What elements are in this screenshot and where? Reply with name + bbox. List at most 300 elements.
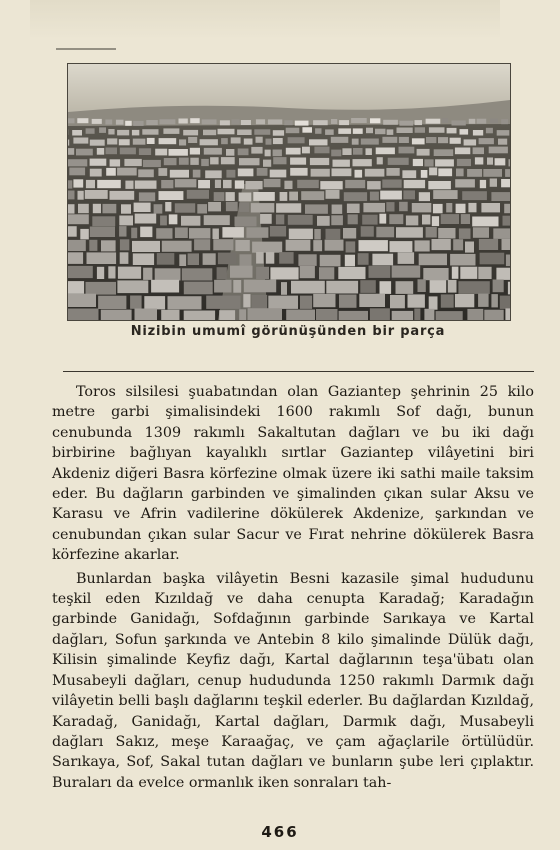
rooftop — [245, 181, 262, 189]
rooftop — [138, 169, 154, 177]
rooftop — [369, 266, 391, 278]
rooftop — [331, 137, 349, 143]
rooftop — [382, 137, 397, 143]
rooftop — [359, 240, 388, 251]
rooftop — [509, 159, 511, 166]
rooftop — [142, 129, 158, 135]
rooftop — [500, 296, 510, 309]
rooftop — [146, 120, 158, 125]
rooftop — [120, 148, 136, 155]
rooftop — [505, 308, 510, 320]
rooftop — [432, 216, 439, 226]
rooftop — [399, 147, 415, 154]
rooftop — [73, 138, 88, 144]
rooftop — [226, 192, 235, 201]
rooftop — [164, 158, 177, 165]
rooftop — [475, 157, 483, 164]
rooftop — [155, 149, 167, 156]
city-panorama-photo — [67, 63, 511, 321]
rooftop — [453, 239, 463, 250]
rooftop — [399, 137, 409, 143]
rooftop — [134, 203, 151, 212]
rooftop — [302, 127, 312, 133]
rooftop — [441, 294, 454, 307]
rooftop — [266, 252, 275, 264]
rooftop — [80, 229, 89, 240]
rooftop — [479, 138, 494, 144]
rooftop — [139, 148, 151, 155]
rooftop — [117, 168, 137, 176]
rooftop — [252, 242, 282, 253]
rooftop — [462, 191, 487, 200]
page-number: 466 — [261, 823, 299, 841]
rooftop — [230, 266, 253, 278]
rooftop — [480, 180, 486, 188]
rooftop — [273, 150, 282, 157]
rooftop — [256, 267, 269, 279]
rooftop — [370, 192, 379, 201]
rooftop — [68, 159, 87, 166]
rooftop — [495, 158, 506, 165]
rooftop — [184, 311, 215, 321]
rooftop — [257, 168, 268, 176]
rooftop — [205, 170, 222, 178]
rooftop — [175, 203, 195, 212]
rooftop — [461, 214, 470, 224]
rooftop — [194, 239, 210, 250]
rooftop — [388, 158, 409, 165]
rooftop — [366, 148, 372, 155]
rooftop — [353, 148, 363, 155]
rooftop — [382, 180, 401, 188]
rooftop — [222, 227, 244, 238]
rooftop — [348, 214, 358, 224]
rooftop — [339, 311, 368, 320]
rooftop — [119, 226, 126, 237]
rooftop — [239, 309, 246, 320]
rooftop — [338, 128, 351, 134]
rooftop — [213, 239, 233, 250]
rooftop — [286, 310, 315, 321]
rooftop — [314, 229, 321, 240]
rooftop — [263, 160, 271, 167]
rooftop — [226, 202, 238, 211]
rooftop — [119, 216, 133, 226]
rooftop — [276, 203, 301, 212]
rooftop — [68, 240, 86, 251]
rooftop — [455, 294, 474, 307]
rooftop — [397, 128, 413, 134]
rooftop — [179, 158, 189, 165]
rooftop — [251, 203, 274, 212]
rooftop — [414, 309, 420, 321]
rooftop — [387, 129, 394, 135]
rooftop — [90, 159, 107, 166]
rooftop — [438, 228, 455, 239]
rooftop — [406, 216, 418, 226]
rooftop — [203, 253, 216, 265]
rooftop — [280, 192, 288, 201]
rooftop — [68, 191, 75, 200]
rooftop — [418, 279, 426, 292]
rooftop — [447, 128, 457, 133]
rooftop — [377, 157, 383, 164]
rooftop — [197, 204, 207, 213]
rooftop — [286, 240, 311, 251]
rooftop — [273, 157, 286, 164]
rooftop — [87, 252, 117, 264]
rooftop — [491, 192, 510, 201]
rooftop — [450, 254, 475, 266]
rooftop — [92, 119, 102, 124]
rooftop — [218, 129, 235, 135]
rooftop — [315, 128, 321, 134]
rooftop — [379, 214, 386, 224]
rooftop — [218, 253, 236, 265]
rooftop — [86, 180, 95, 188]
rooftop — [473, 147, 484, 154]
rooftop — [506, 255, 510, 267]
paragraph-2: Bunlardan başka vilâyetin Besni kazasile şimal hududunu teşkil eden Kızıldağ ve daha cenupta Karadağ; Karadağın garbinde Ganidağı, Sofdağının garbinde Sarıkaya ve Kartal dağları, Sofun şarkında ve Antebin 8 kilo şimalinde Dülük dağı, Kilisin şimalinde Keyfiz dağı, Kartal dağlarının teşa'übatı olan Musabeyli dağları, cenup hududunda 1250 rakımlı Darmık dağı vilâyetin belli başlı dağlarını teşkil ederler. Bu dağlardan Kızıldağ, Karadağ, Ganidağı, Kartal dağları, Darmık dağı, Musabeyli dağları Sakız, meşe Karaağaç, ve çam ağaçlarile örtülüdür. Sarıkaya, Sof, Sakal tutan dağları ve bunların şube leri çıplaktır. Buraları da evelce ormanlık iken sonraları tah- — [52, 570, 534, 791]
rooftop — [190, 118, 200, 123]
rooftop — [110, 191, 135, 200]
rooftop — [392, 311, 413, 320]
rooftop — [415, 127, 425, 133]
rooftop — [179, 254, 186, 266]
rooftop — [68, 309, 99, 321]
rooftop — [133, 121, 143, 126]
rooftop — [433, 204, 443, 213]
rooftop — [370, 308, 390, 320]
rooftop — [367, 181, 381, 189]
rooftop — [210, 157, 219, 164]
rooftop — [159, 138, 177, 144]
rooftop — [412, 203, 432, 212]
rooftop — [502, 239, 511, 250]
rooftop — [480, 253, 505, 265]
rooftop — [188, 253, 199, 265]
rooftop — [160, 216, 167, 226]
rooftop — [345, 255, 355, 267]
rooftop — [305, 204, 328, 213]
rooftop — [313, 120, 328, 125]
rooftop — [265, 150, 271, 157]
rooftop — [101, 310, 132, 320]
rooftop — [270, 170, 287, 178]
rooftop — [389, 214, 403, 224]
rooftop — [490, 179, 497, 187]
rooftop — [237, 130, 252, 136]
rooftop — [498, 139, 507, 145]
rooftop — [110, 159, 121, 166]
rooftop — [243, 294, 250, 307]
rooftop — [352, 139, 359, 145]
rooftop — [139, 192, 155, 201]
rooftop — [254, 129, 270, 135]
rooftop — [244, 280, 276, 293]
rooftop — [252, 295, 268, 308]
rooftop — [396, 227, 423, 238]
rooftop — [253, 192, 274, 201]
rooftop — [256, 252, 264, 264]
rooftop — [221, 138, 228, 144]
rooftop — [284, 181, 292, 189]
rooftop — [117, 130, 129, 136]
rooftop — [264, 179, 281, 187]
rooftop — [486, 128, 493, 134]
rooftop — [399, 202, 408, 211]
rooftop — [313, 240, 322, 251]
rooftop — [175, 228, 188, 239]
rooftop — [333, 160, 350, 167]
rooftop — [448, 280, 457, 293]
rooftop — [106, 148, 118, 155]
rooftop — [419, 192, 430, 201]
rooftop — [421, 170, 428, 178]
rooftop — [120, 239, 129, 250]
rooftop — [503, 216, 511, 226]
rooftop — [297, 180, 319, 188]
rooftop — [231, 137, 241, 143]
rooftop — [256, 137, 263, 143]
rooftop — [390, 295, 405, 308]
rooftop — [353, 128, 363, 134]
photo-caption: Nizibin umumî görünüşünden bir parça — [130, 324, 446, 339]
rooftop — [132, 130, 139, 136]
rooftop — [68, 118, 75, 123]
rooftop — [363, 203, 385, 212]
rooftop — [508, 282, 510, 295]
rooftop — [163, 128, 179, 134]
rooftop — [268, 296, 298, 309]
rooftop — [353, 159, 372, 166]
rooftop — [68, 140, 69, 146]
rooftop — [365, 169, 385, 177]
rooftop — [450, 138, 461, 144]
rooftop — [426, 119, 441, 124]
rooftop — [436, 311, 463, 320]
rooftop — [239, 158, 260, 165]
rooftop — [426, 137, 436, 143]
rooftop — [169, 214, 178, 224]
rooftop — [473, 227, 489, 238]
rooftop — [273, 138, 283, 144]
rooftop — [156, 228, 172, 239]
rooftop — [268, 119, 282, 124]
rooftop — [78, 204, 89, 213]
rooftop — [435, 159, 454, 166]
rooftop — [169, 149, 188, 156]
rooftop — [468, 203, 476, 212]
rooftop — [376, 148, 395, 155]
rooftop — [442, 118, 448, 123]
rooftop — [383, 120, 398, 125]
rooftop — [101, 240, 116, 251]
rooftop — [226, 149, 234, 156]
rooftop — [235, 217, 257, 227]
rooftop — [469, 119, 476, 124]
rooftop — [477, 119, 487, 124]
rooftop — [399, 121, 413, 126]
rooftop — [446, 203, 452, 212]
rooftop — [206, 296, 240, 309]
rooftop — [403, 190, 415, 199]
rooftop — [432, 239, 451, 250]
rooftop — [467, 169, 482, 177]
rooftop — [248, 308, 282, 320]
rooftop — [170, 170, 189, 178]
rooftop — [358, 253, 369, 265]
rooftop — [223, 180, 232, 188]
rooftop — [213, 229, 219, 240]
rooftop — [90, 140, 105, 146]
rooftop — [204, 215, 230, 225]
rooftop — [108, 266, 115, 278]
rooftop — [339, 295, 357, 308]
rooftop — [433, 190, 457, 199]
rooftop — [478, 294, 489, 307]
rooftop — [396, 281, 414, 294]
rooftop — [221, 157, 235, 164]
rooftop — [179, 139, 186, 145]
rooftop — [452, 267, 459, 279]
rooftop — [68, 148, 74, 155]
sky — [68, 64, 510, 112]
rooftop — [158, 168, 167, 176]
rooftop — [298, 254, 316, 266]
rooftop — [408, 294, 425, 307]
rooftop — [413, 159, 423, 166]
rooftop — [493, 228, 510, 239]
rooftop — [366, 128, 373, 134]
rooftop — [441, 214, 459, 224]
rooftop — [419, 254, 447, 266]
rooftop — [487, 158, 493, 165]
rooftop — [90, 227, 115, 238]
rooftop — [90, 169, 102, 177]
rooftop — [68, 214, 89, 224]
rooftop — [286, 148, 301, 155]
rooftop — [140, 227, 152, 238]
rooftop — [238, 169, 254, 177]
rooftop — [235, 240, 249, 251]
rooftop — [183, 130, 198, 136]
rooftop — [316, 309, 338, 320]
rooftop — [361, 226, 374, 237]
rooftop — [133, 253, 154, 265]
rooftop — [456, 204, 466, 213]
rooftop — [317, 216, 330, 226]
rooftop — [301, 191, 324, 200]
rooftop — [464, 139, 477, 145]
rooftop — [165, 202, 171, 211]
rooftop — [331, 119, 337, 124]
rooftop — [99, 127, 106, 132]
rooftop — [118, 267, 141, 279]
ink-mark — [56, 48, 116, 50]
rooftop — [226, 170, 235, 178]
rooftop — [289, 229, 313, 240]
show-through-bleed — [30, 0, 500, 40]
rooftop — [131, 228, 137, 239]
rooftop — [380, 191, 402, 200]
rooftop — [117, 280, 148, 293]
rooftop — [72, 130, 82, 136]
rooftop — [415, 240, 430, 251]
rooftop — [144, 296, 165, 309]
rooftop — [496, 268, 510, 280]
rooftop — [187, 190, 209, 199]
rooftop — [452, 121, 466, 126]
rooftop — [68, 294, 96, 307]
rooftop — [424, 309, 434, 320]
rooftop — [339, 120, 349, 125]
rooftop — [284, 120, 292, 125]
rooftop — [69, 168, 85, 176]
rooftop — [233, 280, 241, 293]
rooftop — [200, 139, 218, 145]
rooftop — [276, 215, 284, 225]
rooftop — [125, 121, 132, 126]
rooftop — [108, 129, 114, 135]
rooftop — [97, 148, 104, 155]
rooftop — [497, 130, 510, 136]
rooftop — [478, 267, 491, 279]
rooftop — [125, 181, 133, 189]
rooftop — [68, 281, 84, 294]
rooftop — [135, 214, 157, 224]
rooftop — [124, 159, 141, 166]
rooftop — [232, 119, 240, 124]
paragraph-1: Toros silsilesi şuabatından olan Gaziantep şehrinin 25 kilo metre garbi şimalisindeki 1600 rakımlı Sof dağı, bunun cenubunda 1309 rakımlı Sakaltutan dağları ve bu iki dağı birbirine bağlıyan kayalıklı sırtlar Gaziantep vilâyetini biri Akdeniz diğeri Basra körfezine olmak üzere iki sathi maile taksim eder. Bu dağların garbinden ve şimalinden çıkan sular Aksu ve Karasu ve Afrin vadilerine dökülerek Akdenize, şarkından ve cenubundan çıkan sular Sacur ve Fırat nehrine dökülerek Basra körfezine akarlar. — [52, 384, 534, 564]
city-panorama-illustration — [68, 64, 510, 320]
rooftop — [460, 267, 477, 279]
rooftop — [343, 228, 356, 239]
rooftop — [201, 159, 209, 166]
rooftop — [404, 180, 425, 188]
rooftop — [483, 169, 502, 177]
rooftop — [73, 179, 83, 187]
rooftop — [289, 192, 298, 201]
rooftop — [302, 147, 310, 154]
rooftop — [235, 180, 244, 188]
rooftop — [392, 266, 421, 278]
rooftop — [151, 280, 179, 293]
rooftop — [68, 180, 72, 188]
rooftop — [438, 137, 448, 143]
rooftop — [320, 181, 342, 189]
rooftop — [332, 205, 343, 214]
rooftop — [68, 204, 75, 213]
rooftop — [143, 268, 152, 280]
rooftop — [240, 254, 252, 266]
rooftop — [467, 309, 483, 320]
rooftop — [424, 159, 433, 166]
rooftop — [361, 139, 379, 145]
rooftop — [505, 169, 510, 177]
rooftop — [490, 119, 497, 124]
rooftop — [68, 226, 77, 237]
rooftop — [429, 296, 438, 309]
rooftop — [434, 149, 454, 156]
rooftop — [457, 159, 471, 166]
rooftop — [116, 120, 124, 125]
rooftop — [415, 120, 423, 125]
rooftop — [157, 253, 175, 265]
rooftop — [181, 216, 200, 226]
rooftop — [239, 203, 249, 212]
rooftop — [244, 139, 253, 145]
